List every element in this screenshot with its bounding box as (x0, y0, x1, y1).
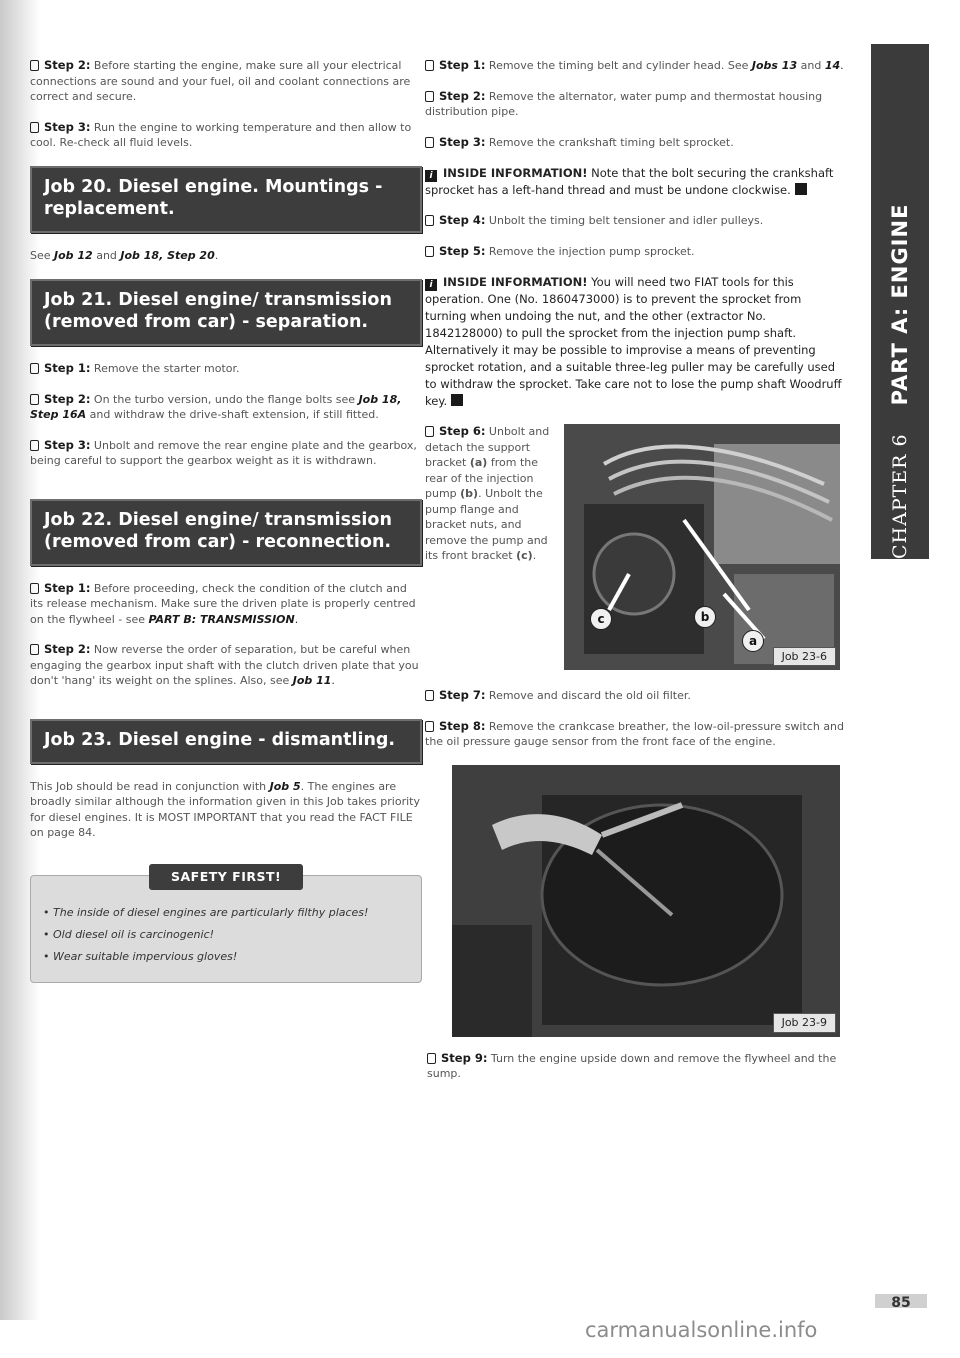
job-20-heading: Job 20. Diesel engine. Mountings - replacement. (30, 166, 422, 233)
chapter-tab (871, 44, 929, 559)
job-20-body: See Job 12 and Job 18, Step 20. (30, 248, 219, 262)
checkbox-icon[interactable] (30, 363, 39, 374)
checkbox-icon[interactable] (425, 91, 434, 102)
job-21-step-3: Step 3: Unbolt and remove the rear engine plate and the gearbox, being careful to support the gearbox weight as it is withdrawn. (30, 437, 417, 467)
checkbox-icon[interactable] (30, 440, 39, 451)
job-23-step-4: Step 4: Unbolt the timing belt tensioner and idler pulleys. (425, 213, 845, 229)
inside-information-2: i INSIDE INFORMATION! You will need two FIAT tools for this operation. One (No. 1860473000) is to prevent the sprocket from turning when undoing the nut, and the other (extractor No. 1842128000) to pull the sprocket from the injection pump shaft. Alternatively it may be possible to improvise a means of preventing sprocket rotation, and a suitable three-leg puller may be carefully used to withdraw the sprocket. Take care not to lose the pump shaft Woodruff key. (425, 275, 842, 408)
chapter-label: CHAPTER 6 (889, 433, 911, 559)
checkbox-icon[interactable] (425, 137, 434, 148)
job-23-step-7: Step 7: Remove and discard the old oil filter. (425, 688, 845, 704)
job-22-step-2: Step 2: Now reverse the order of separation, but be careful when engaging the gearbox input shaft with the clutch driven plate that you don't 'hang' its weight on the splines. Also, see Job 11. (30, 642, 419, 687)
checkbox-icon[interactable] (427, 1053, 436, 1064)
photo-caption: Job 23-9 (773, 1013, 836, 1033)
checkbox-icon[interactable] (425, 690, 434, 701)
safety-item: • Old diesel oil is carcinogenic! (43, 927, 215, 941)
safety-item: • Wear suitable impervious gloves! (43, 949, 238, 963)
info-end-icon (795, 183, 807, 195)
checkbox-icon[interactable] (425, 246, 434, 257)
checkbox-icon[interactable] (425, 426, 434, 437)
checkbox-icon[interactable] (30, 60, 39, 71)
callout-c: c (590, 608, 612, 630)
safety-item: • The inside of diesel engines are particularly filthy places! (43, 905, 369, 919)
checkbox-icon[interactable] (30, 583, 39, 594)
info-icon: i (425, 279, 437, 291)
part-label: PART A: ENGINE (888, 203, 912, 406)
checkbox-icon[interactable] (425, 215, 434, 226)
job-21-heading: Job 21. Diesel engine/ transmission (removed from car) - separation. (30, 279, 422, 346)
job-22-heading: Job 22. Diesel engine/ transmission (removed from car) - reconnection. (30, 499, 422, 566)
inside-information-1: i INSIDE INFORMATION! Note that the bolt securing the crankshaft sprocket has a left-hand thread and must be undone clockwise. (425, 166, 834, 197)
job-21-step-2: Step 2: On the turbo version, undo the flange bolts see Job 18, Step 16A and withdraw the drive-shaft extension, if still fitted. (30, 391, 402, 421)
job-22-step-1: Step 1: Before proceeding, check the condition of the clutch and its release mechanism. Make sure the driven plate is properly centred on the flywheel - see PART B: TRANSMISSION. (30, 580, 416, 626)
checkbox-icon[interactable] (425, 60, 434, 71)
right-column (425, 58, 845, 1097)
job-23-step-2: Step 2: Remove the alternator, water pump and thermostat housing distribution pipe. (425, 88, 823, 118)
safety-first-box (30, 868, 422, 983)
job-23-step-5: Step 5: Remove the injection pump sprocket. (425, 244, 845, 260)
step-3: Step 3: Run the engine to working temperature and then allow to cool. Re-check all fluid levels. (30, 119, 412, 149)
checkbox-icon[interactable] (425, 721, 434, 732)
step-2: Step 2: Before starting the engine, make sure all your electrical connections are sound and your fuel, oil and coolant connections are correct and secure. (30, 58, 411, 103)
engine-photo-drawing (452, 765, 840, 1037)
callout-b: b (694, 606, 716, 628)
checkbox-icon[interactable] (30, 122, 39, 133)
info-end-icon (451, 394, 463, 406)
job-23-heading: Job 23. Diesel engine - dismantling. (30, 719, 422, 764)
engine-photo-drawing (564, 424, 840, 670)
job-21-step-1: Step 1: Remove the starter motor. (30, 361, 422, 377)
left-column (30, 58, 422, 983)
flywheel-photo (452, 765, 840, 1037)
job-23-step-3: Step 3: Remove the crankshaft timing belt sprocket. (425, 135, 845, 151)
job-23-step-9: Step 9: Turn the engine upside down and remove the flywheel and the sump. (427, 1050, 837, 1080)
callout-a: a (742, 630, 764, 652)
watermark: carmanualsonline.info (585, 1318, 818, 1342)
checkbox-icon[interactable] (30, 394, 39, 405)
info-icon: i (425, 170, 437, 182)
job-23-step-8: Step 8: Remove the crankcase breather, the low-oil-pressure switch and the oil pressure gauge sensor from the front face of the engine. (425, 718, 845, 748)
checkbox-icon[interactable] (30, 644, 39, 655)
job-23-step-1: Step 1: Remove the timing belt and cylinder head. See Jobs 13 and 14. (425, 58, 845, 74)
injection-pump-photo (564, 424, 840, 670)
safety-first-title: SAFETY FIRST! (149, 864, 303, 890)
job-23-step-6: Step 6: Unbolt and detach the support bracket (a) from the rear of the injection pump (b). Unbolt the pump flange and bracket nuts, and remove the pump and its front bracket (c). c b a Job 23-6 (425, 424, 845, 676)
job-23-intro: This Job should be read in conjunction with Job 5. The engines are broadly similar although the information given in this Job takes priority for diesel engines. It is MOST IMPORTANT that you read the FACT FILE on page 84. (30, 779, 420, 839)
page-number: 85 (875, 1294, 927, 1308)
photo-caption: Job 23-6 (773, 647, 836, 667)
